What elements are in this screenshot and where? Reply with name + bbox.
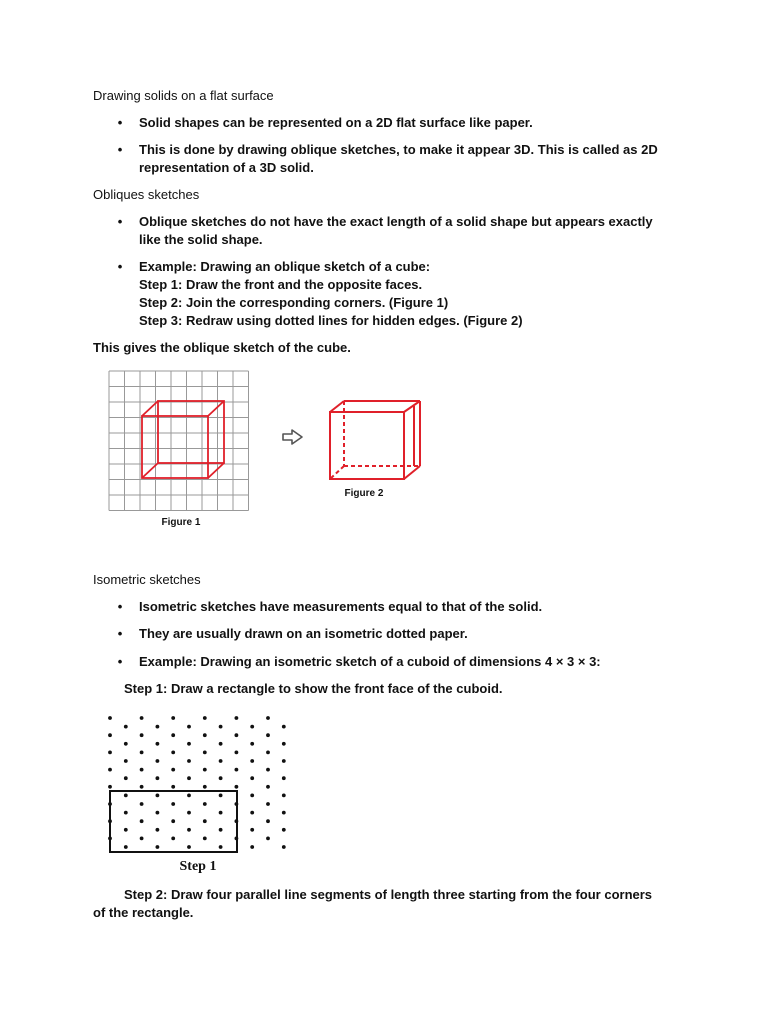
iso-dot <box>187 811 191 815</box>
iso-dot <box>235 785 239 789</box>
iso-dot <box>235 716 239 720</box>
iso-dot <box>266 751 270 755</box>
iso-dot <box>250 828 254 832</box>
iso-dot <box>282 828 286 832</box>
iso-dot <box>250 759 254 763</box>
isometric-dot-paper <box>100 710 300 875</box>
cube-edge <box>404 401 420 412</box>
iso-dot <box>140 802 144 806</box>
iso-dot <box>187 725 191 729</box>
bullet-marker: • <box>117 259 123 274</box>
iso-dot <box>203 802 207 806</box>
figure-1-caption: Figure 1 <box>161 517 201 528</box>
step-1-caption: Step 1 <box>179 859 217 874</box>
iso-dot <box>108 768 112 772</box>
iso-dot <box>219 725 223 729</box>
iso-dot <box>124 828 128 832</box>
iso-dot <box>250 794 254 798</box>
iso-dot <box>171 785 175 789</box>
figure-1-grid-cube <box>108 370 260 530</box>
iso-dot <box>203 751 207 755</box>
iso-dot <box>266 819 270 823</box>
iso-dot <box>171 751 175 755</box>
iso-dot <box>282 794 286 798</box>
iso-dot <box>282 845 286 849</box>
bullet-line: Step 2: Join the corresponding corners. (Figure 1) <box>139 295 449 310</box>
square-grid <box>109 371 249 511</box>
iso-dot <box>219 828 223 832</box>
heading-isometric-sketches: Isometric sketches <box>93 572 201 587</box>
bullet-marker: • <box>117 115 123 130</box>
bullet-text-s3-1: Isometric sketches have measurements equal to that of the solid. <box>139 599 543 614</box>
cube-sketch <box>142 401 224 478</box>
iso-dot <box>203 733 207 737</box>
bullet-marker: • <box>117 214 123 229</box>
iso-dot <box>219 742 223 746</box>
bullet-line: Example: Drawing an oblique sketch of a cube: <box>139 259 431 274</box>
iso-dot <box>108 733 112 737</box>
iso-dot <box>282 811 286 815</box>
iso-dot <box>203 768 207 772</box>
iso-dot <box>282 759 286 763</box>
iso-dot <box>235 768 239 772</box>
iso-dot <box>203 819 207 823</box>
iso-dot <box>187 794 191 798</box>
iso-dot <box>219 794 223 798</box>
iso-dot <box>156 845 160 849</box>
iso-dot <box>124 759 128 763</box>
iso-dot <box>108 785 112 789</box>
iso-dot <box>219 811 223 815</box>
iso-dot <box>250 776 254 780</box>
bullet-text-s2-1 <box>139 213 653 249</box>
iso-dot <box>235 751 239 755</box>
iso-dot <box>266 802 270 806</box>
iso-dot <box>156 794 160 798</box>
iso-dot <box>124 845 128 849</box>
iso-dot <box>124 794 128 798</box>
iso-dot <box>171 768 175 772</box>
iso-dot <box>187 828 191 832</box>
iso-dot <box>171 716 175 720</box>
iso-dot <box>108 751 112 755</box>
iso-dot <box>140 785 144 789</box>
iso-dot <box>156 742 160 746</box>
figure-2-oblique-cube <box>325 398 427 502</box>
iso-dot <box>171 733 175 737</box>
iso-dot <box>250 845 254 849</box>
iso-dot <box>171 819 175 823</box>
iso-dot <box>156 759 160 763</box>
bullet-marker: • <box>117 599 123 614</box>
bullet-text-s2-2 <box>139 258 523 330</box>
iso-dot <box>124 742 128 746</box>
bullet-line: representation of a 3D solid. <box>139 160 314 175</box>
bullet-line: Oblique sketches do not have the exact length of a solid shape but appears exactly <box>139 214 653 229</box>
bullet-marker: • <box>117 654 123 669</box>
iso-dot <box>108 716 112 720</box>
iso-dot <box>124 811 128 815</box>
iso-dot <box>140 768 144 772</box>
iso-dot <box>203 837 207 841</box>
iso-dot <box>156 811 160 815</box>
oblique-conclusion: This gives the oblique sketch of the cube. <box>93 340 351 355</box>
iso-dot <box>203 785 207 789</box>
iso-dot <box>266 837 270 841</box>
iso-dot <box>219 845 223 849</box>
iso-dot <box>250 725 254 729</box>
bullet-line: Step 3: Redraw using dotted lines for hidden edges. (Figure 2) <box>139 313 523 328</box>
cube-edge <box>404 466 420 479</box>
iso-dot <box>282 725 286 729</box>
iso-dot <box>203 716 207 720</box>
bullet-text-s1-2 <box>139 141 658 177</box>
cube-edge <box>208 401 224 416</box>
iso-dot <box>140 733 144 737</box>
iso-dot <box>187 776 191 780</box>
iso-dot <box>156 725 160 729</box>
iso-dot <box>266 768 270 772</box>
heading-drawing-solids: Drawing solids on a flat surface <box>93 88 274 103</box>
iso-dot <box>156 828 160 832</box>
iso-dot <box>266 733 270 737</box>
iso-dot <box>124 776 128 780</box>
cube-front-face <box>330 412 404 479</box>
hidden-edge <box>330 466 344 479</box>
iso-dot <box>156 776 160 780</box>
iso-dot <box>171 802 175 806</box>
step-2-line: of the rectangle. <box>93 905 194 920</box>
iso-dot <box>282 742 286 746</box>
step-2-line: Step 2: Draw four parallel line segments of length three starting from the four corners <box>124 887 653 902</box>
bullet-text-s3-2: They are usually drawn on an isometric dotted paper. <box>139 626 468 641</box>
iso-dot <box>140 751 144 755</box>
iso-dot <box>266 716 270 720</box>
bullet-line: like the solid shape. <box>139 232 263 247</box>
iso-dot <box>219 759 223 763</box>
iso-dot <box>171 837 175 841</box>
iso-dot <box>187 759 191 763</box>
iso-dot <box>250 742 254 746</box>
iso-dot <box>235 733 239 737</box>
bullet-line: Solid shapes can be represented on a 2D flat surface like paper. <box>139 115 533 130</box>
bullet-line: This is done by drawing oblique sketches, to make it appear 3D. This is called as 2D <box>139 142 658 157</box>
bullet-marker: • <box>117 626 123 641</box>
bullet-marker: • <box>117 142 123 157</box>
iso-dot <box>282 776 286 780</box>
outline-right-arrow-icon <box>282 429 304 445</box>
bullet-text-s3-3: Example: Drawing an isometric sketch of a cuboid of dimensions 4 × 3 × 3: <box>139 654 601 669</box>
isometric-step-1-text: Step 1: Draw a rectangle to show the front face of the cuboid. <box>124 681 503 696</box>
iso-dot <box>187 742 191 746</box>
cube-edge <box>208 463 224 478</box>
cube-edge <box>330 401 344 412</box>
isometric-step-2-text <box>93 886 652 922</box>
iso-dot <box>266 785 270 789</box>
bullet-line: Step 1: Draw the front and the opposite faces. <box>139 277 423 292</box>
iso-dot <box>124 725 128 729</box>
iso-dot <box>140 819 144 823</box>
iso-dot <box>250 811 254 815</box>
bullet-text-s1-1 <box>139 114 533 132</box>
heading-oblique-sketches: Obliques sketches <box>93 187 200 202</box>
iso-dot <box>219 776 223 780</box>
iso-dot <box>140 716 144 720</box>
iso-dot <box>187 845 191 849</box>
iso-dot <box>140 837 144 841</box>
figure-2-caption: Figure 2 <box>344 488 384 499</box>
isometric-dots <box>108 716 286 849</box>
